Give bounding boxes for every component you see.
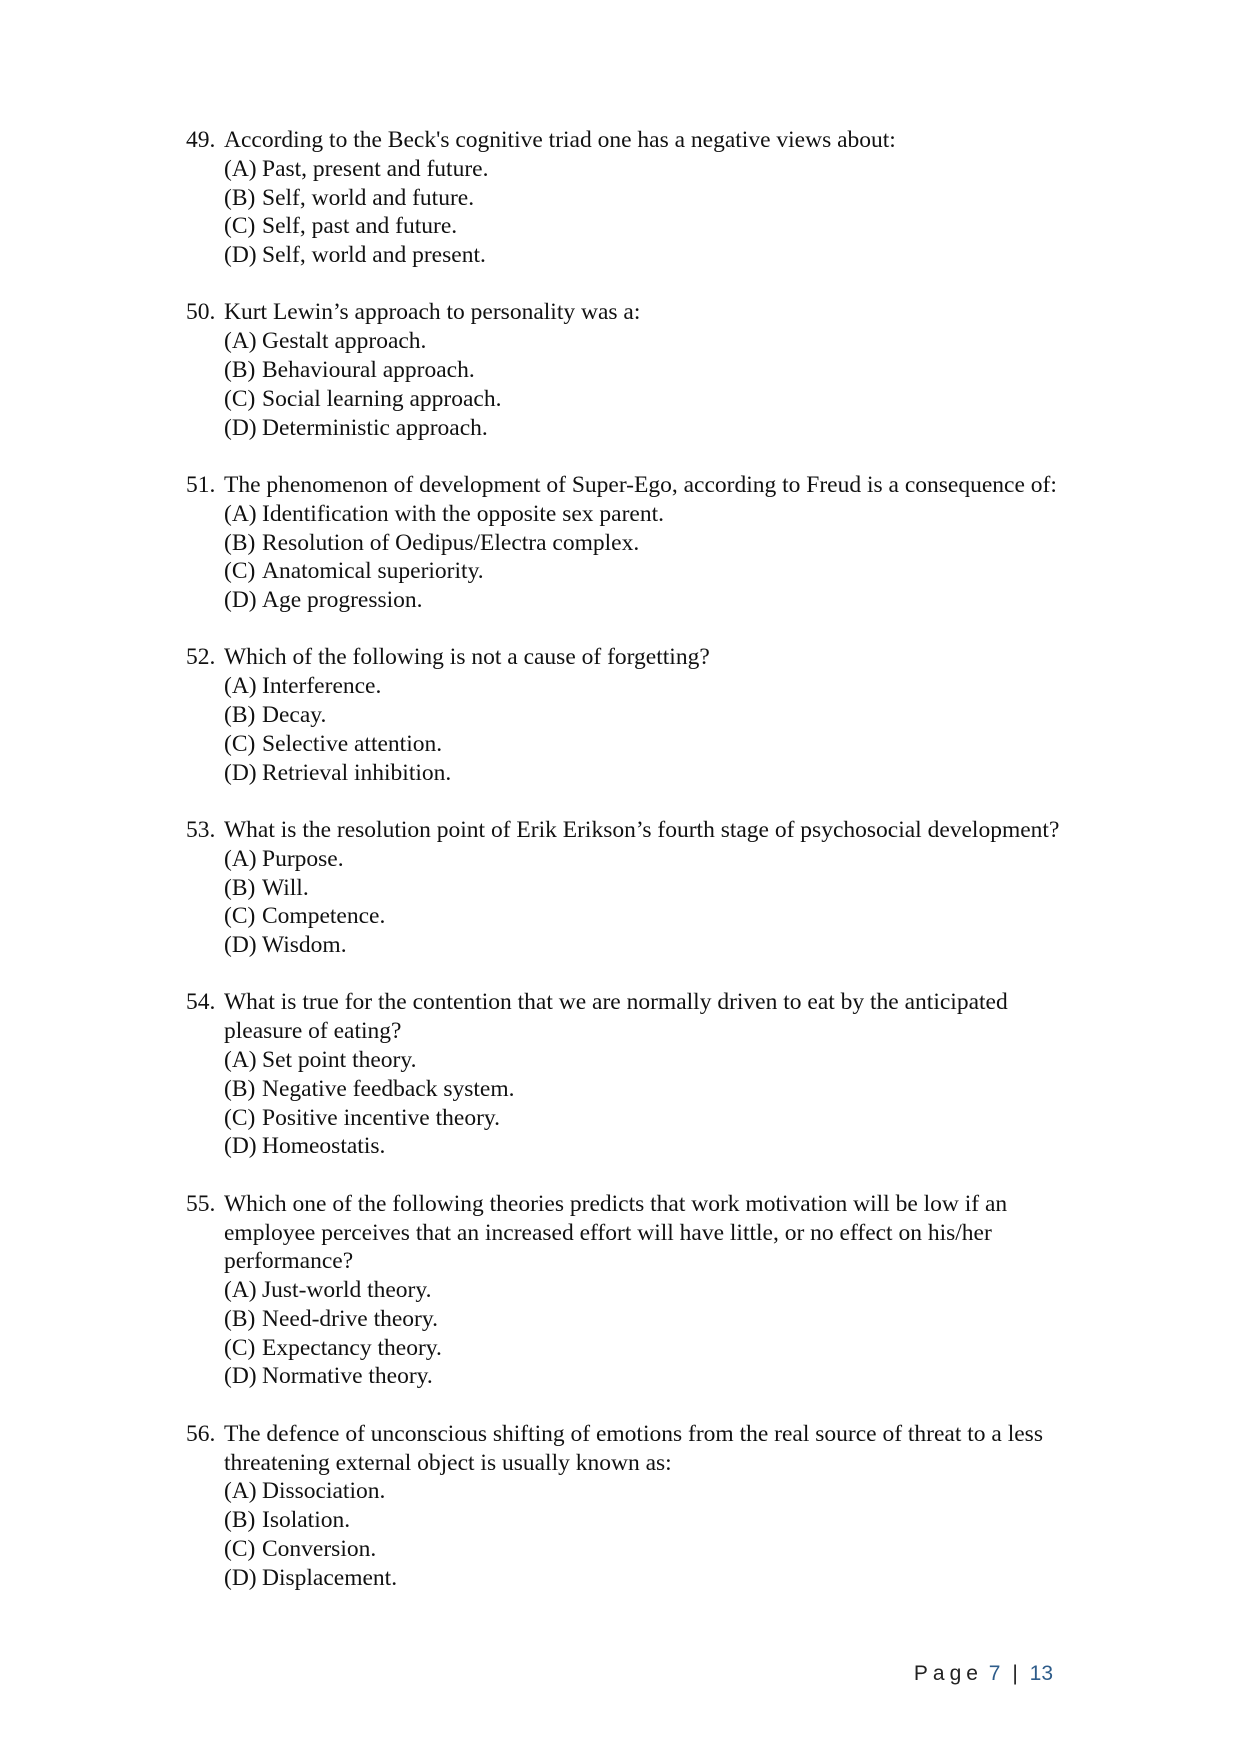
option-text: Set point theory.	[262, 1047, 417, 1074]
answer-option	[224, 184, 1086, 213]
option-letter: (A)	[224, 328, 257, 355]
option-letter: (C)	[224, 385, 256, 412]
answer-option	[224, 356, 1086, 385]
option-text: Decay.	[262, 702, 327, 729]
answer-option	[224, 414, 1086, 443]
answer-option	[224, 1535, 1086, 1564]
answer-option	[224, 1305, 1086, 1334]
option-text: Purpose.	[262, 845, 344, 872]
question-stem	[186, 1190, 1086, 1276]
question-item	[186, 126, 1086, 270]
answer-option	[224, 931, 1086, 960]
question-item	[186, 1420, 1086, 1593]
question-number: 54.	[186, 989, 216, 1016]
option-text: Age progression.	[262, 587, 423, 614]
question-item	[186, 988, 1086, 1161]
question-item	[186, 643, 1086, 787]
option-text: Self, world and future.	[262, 184, 475, 211]
page-label: Page	[913, 1662, 983, 1685]
answer-option	[224, 586, 1086, 615]
answer-option	[224, 1075, 1086, 1104]
option-text: Social learning approach.	[262, 385, 502, 412]
option-list	[186, 1046, 1086, 1161]
option-text: Homeostatis.	[262, 1133, 386, 1160]
option-letter: (C)	[224, 1535, 256, 1562]
question-text: Which of the following is not a cause of forgetting?	[224, 644, 710, 671]
question-number: 49.	[186, 127, 216, 153]
option-letter: (C)	[224, 730, 256, 757]
answer-option	[224, 529, 1086, 558]
option-text: Behavioural approach.	[262, 357, 475, 384]
answer-option	[224, 759, 1086, 788]
question-stem	[186, 643, 1086, 672]
question-number: 52.	[186, 644, 216, 671]
option-text: Isolation.	[262, 1507, 351, 1534]
question-text: The defence of unconscious shifting of emotions from the real source of threat to a less threatening external object is usually known as:	[224, 1420, 1043, 1476]
option-letter: (B)	[224, 529, 256, 556]
option-letter: (B)	[224, 1305, 256, 1332]
answer-option	[224, 1104, 1086, 1133]
answer-option	[224, 701, 1086, 730]
option-text: Displacement.	[262, 1564, 398, 1591]
answer-option	[224, 500, 1086, 529]
option-letter: (B)	[224, 1075, 256, 1102]
option-letter: (C)	[224, 558, 256, 585]
question-text: Which one of the following theories predicts that work motivation will be low if an employee perceives that an increased effort will have little, or no effect on his/her performance?	[224, 1190, 1008, 1275]
answer-option	[224, 241, 1086, 270]
option-list	[186, 327, 1086, 442]
question-stem	[186, 1420, 1086, 1478]
option-letter: (A)	[224, 500, 257, 527]
option-letter: (D)	[224, 932, 257, 959]
option-list	[186, 1477, 1086, 1592]
option-text: Past, present and future.	[262, 155, 489, 182]
answer-option	[224, 1334, 1086, 1363]
option-letter: (B)	[224, 357, 256, 384]
option-letter: (A)	[224, 1277, 257, 1304]
page-separator: |	[1012, 1662, 1018, 1685]
option-letter: (A)	[224, 1478, 257, 1505]
option-letter: (A)	[224, 845, 257, 872]
option-text: Interference.	[262, 673, 382, 700]
question-stem	[186, 471, 1086, 500]
option-letter: (D)	[224, 1363, 257, 1390]
option-text: Competence.	[262, 903, 386, 930]
question-item	[186, 816, 1086, 960]
question-item	[186, 1190, 1086, 1392]
option-text: Expectancy theory.	[262, 1334, 442, 1361]
option-list	[186, 500, 1086, 615]
answer-option	[224, 902, 1086, 931]
question-text: The phenomenon of development of Super-Ego, according to Freud is a consequence of:	[224, 471, 1057, 498]
option-list	[186, 1276, 1086, 1391]
answer-option	[224, 1132, 1086, 1161]
question-text: What is true for the contention that we are normally driven to eat by the anticipated pleasure of eating?	[224, 989, 1008, 1045]
question-stem	[186, 816, 1086, 845]
question-stem	[186, 126, 1086, 155]
option-text: Just-world theory.	[262, 1277, 432, 1304]
answer-option	[224, 155, 1086, 184]
option-letter: (B)	[224, 184, 256, 211]
option-list	[186, 672, 1086, 787]
answer-option	[224, 1564, 1086, 1593]
option-letter: (C)	[224, 1334, 256, 1361]
answer-option	[224, 1506, 1086, 1535]
option-text: Wisdom.	[262, 932, 347, 959]
page-number: 7	[988, 1662, 1001, 1685]
option-letter: (B)	[224, 1507, 256, 1534]
page-footer	[914, 1660, 1053, 1688]
answer-option	[224, 212, 1086, 241]
question-stem	[186, 298, 1086, 327]
option-text: Positive incentive theory.	[262, 1104, 500, 1131]
answer-option	[224, 1362, 1086, 1391]
option-letter: (D)	[224, 242, 257, 269]
option-letter: (A)	[224, 1047, 257, 1074]
option-text: Self, world and present.	[262, 242, 486, 269]
option-letter: (A)	[224, 673, 257, 700]
option-text: Identification with the opposite sex parent.	[262, 500, 665, 527]
option-text: Selective attention.	[262, 730, 443, 757]
answer-option	[224, 874, 1086, 903]
option-text: Negative feedback system.	[262, 1075, 515, 1102]
option-list	[186, 845, 1086, 960]
option-text: Retrieval inhibition.	[262, 759, 452, 786]
answer-option	[224, 730, 1086, 759]
option-letter: (D)	[224, 759, 257, 786]
option-text: Resolution of Oedipus/Electra complex.	[262, 529, 640, 556]
answer-option	[224, 1477, 1086, 1506]
option-letter: (C)	[224, 213, 256, 240]
option-text: Need-drive theory.	[262, 1305, 438, 1332]
option-letter: (C)	[224, 903, 256, 930]
question-text: What is the resolution point of Erik Erikson’s fourth stage of psychosocial development?	[224, 816, 1060, 843]
question-list	[186, 126, 1086, 1621]
option-letter: (D)	[224, 587, 257, 614]
option-text: Will.	[262, 874, 309, 901]
question-number: 56.	[186, 1420, 216, 1447]
option-letter: (B)	[224, 874, 256, 901]
answer-option	[224, 1276, 1086, 1305]
option-text: Anatomical superiority.	[262, 558, 484, 585]
question-text: According to the Beck's cognitive triad one has a negative views about:	[224, 127, 896, 153]
answer-option	[224, 672, 1086, 701]
total-pages: 13	[1029, 1662, 1053, 1685]
question-number: 53.	[186, 816, 216, 843]
question-stem	[186, 988, 1086, 1046]
option-letter: (D)	[224, 1564, 257, 1591]
option-letter: (D)	[224, 1133, 257, 1160]
option-text: Normative theory.	[262, 1363, 433, 1390]
question-number: 51.	[186, 471, 216, 498]
option-text: Self, past and future.	[262, 213, 458, 240]
answer-option	[224, 845, 1086, 874]
option-letter: (C)	[224, 1104, 256, 1131]
answer-option	[224, 385, 1086, 414]
answer-option	[224, 327, 1086, 356]
option-text: Gestalt approach.	[262, 328, 427, 355]
option-text: Conversion.	[262, 1535, 377, 1562]
option-letter: (A)	[224, 155, 257, 182]
answer-option	[224, 557, 1086, 586]
option-letter: (B)	[224, 702, 256, 729]
question-item	[186, 298, 1086, 442]
option-letter: (D)	[224, 414, 257, 441]
option-text: Deterministic approach.	[262, 414, 488, 441]
answer-option	[224, 1046, 1086, 1075]
option-text: Dissociation.	[262, 1478, 386, 1505]
question-number: 50.	[186, 299, 216, 326]
option-list	[186, 155, 1086, 270]
question-text: Kurt Lewin’s approach to personality was a:	[224, 299, 641, 326]
question-number: 55.	[186, 1190, 216, 1217]
question-item	[186, 471, 1086, 615]
